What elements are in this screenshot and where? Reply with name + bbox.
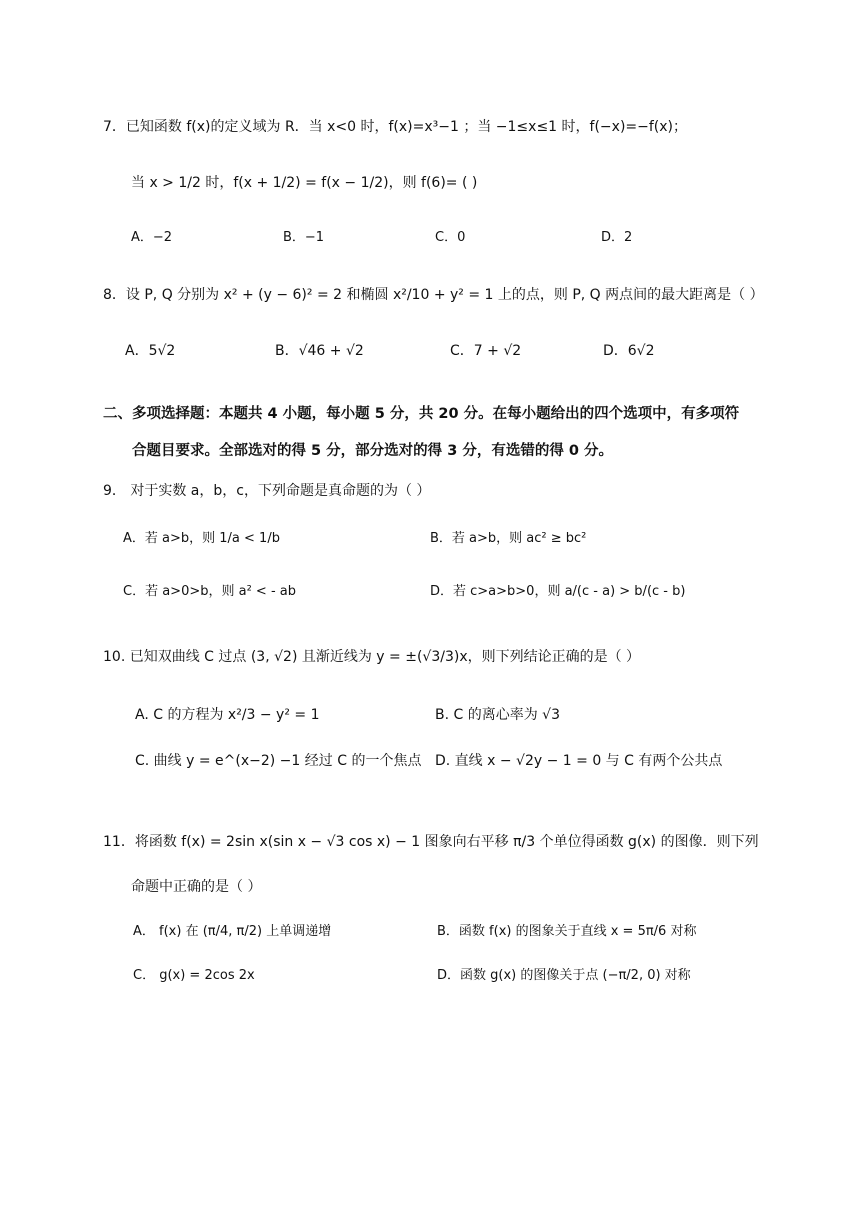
q7-stem-line1: 7．已知函数 f(x)的定义域为 R．当 x<0 时，f(x)=x³−1 ；当 −1≤x≤1 时，f(−x)=−f(x)； [103,119,688,135]
q10-option-d: D. 直线 x − √2y − 1 = 0 与 C 有两个公共点 [435,753,723,769]
q11-stem-line1: 11．将函数 f(x) = 2sin x(sin x − √3 cos x) − 1 图象向右平移 π/3 个单位得函数 g(x) 的图像．则下列 [103,834,759,850]
q10-option-c: C. 曲线 y = e^(x−2) −1 经过 C 的一个焦点 [135,753,422,769]
q7-option-b: B．−1 [283,230,325,245]
q11-option-a: A． f(x) 在 (π/4, π/2) 上单调递增 [133,924,332,939]
q8-option-b: B．√46 + √2 [275,343,364,359]
q7-option-d: D．2 [601,230,633,245]
section2-heading-line2: 合题目要求。全部选对的得 5 分，部分选对的得 3 分，有选错的得 0 分。 [132,443,614,459]
q11-option-c: C． g(x) = 2cos 2x [133,968,255,983]
q9-option-a: A．若 a>b，则 1/a < 1/b [123,531,280,546]
q9-option-d: D．若 c>a>b>0，则 a/(c - a) > b/(c - b) [430,584,686,599]
q10-option-b: B. C 的离心率为 √3 [435,707,561,723]
q7-option-c: C．0 [435,230,466,245]
q7-stem-line2: 当 x > 1/2 时，f(x + 1/2) = f(x − 1/2)，则 f(6)= ( ) [131,175,478,191]
section2-heading-line1: 二、多项选择题：本题共 4 小题，每小题 5 分，共 20 分。在每小题给出的四个选项中，有多项符 [103,406,740,422]
q11-stem-line2: 命题中正确的是（ ） [131,879,262,895]
q9-option-c: C．若 a>0>b，则 a² < - ab [123,584,296,599]
q7-option-a: A．−2 [131,230,173,245]
q10-stem: 10. 已知双曲线 C 过点 (3, √2) 且渐近线为 y = ±(√3/3)x，则下列结论正确的是（ ） [103,649,641,665]
q11-option-b: B．函数 f(x) 的图象关于直线 x = 5π/6 对称 [437,924,697,939]
q9-option-b: B．若 a>b，则 ac² ≥ bc² [430,531,587,546]
q8-stem: 8．设 P, Q 分别为 x² + (y − 6)² = 2 和椭圆 x²/10 + y² = 1 上的点，则 P, Q 两点间的最大距离是（ ） [103,287,764,303]
q9-stem: 9． 对于实数 a，b，c，下列命题是真命题的为（ ） [103,483,431,499]
q8-option-d: D．6√2 [603,343,655,359]
q10-option-a: A. C 的方程为 x²/3 − y² = 1 [135,707,320,723]
q8-option-c: C．7 + √2 [450,343,522,359]
q8-option-a: A．5√2 [125,343,176,359]
q11-option-d: D．函数 g(x) 的图像关于点 (−π/2, 0) 对称 [437,968,691,983]
